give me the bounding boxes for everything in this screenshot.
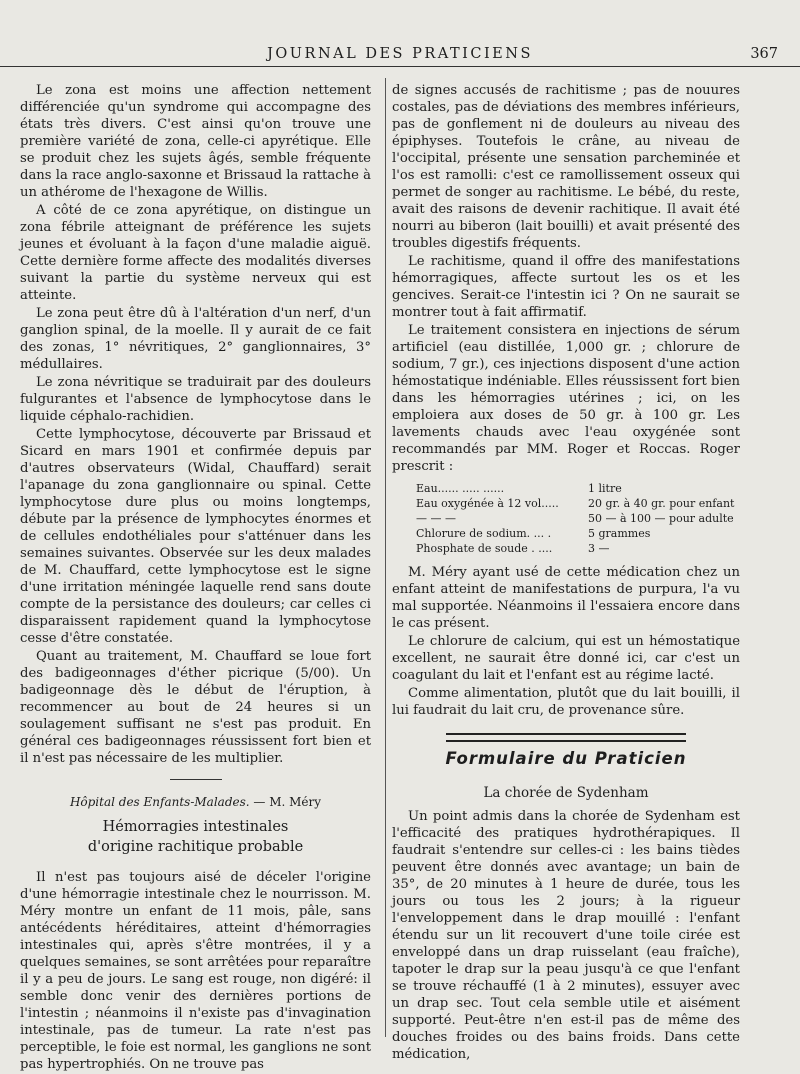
article-title <box>20 817 371 857</box>
paragraph: Le rachitisme, quand il offre des manifestations hémorragiques, affecte surtout les os et les gencives. Serait-ce l'intestin ici ? On ne saurait se montrer tout à fait affirmatif. <box>392 254 740 320</box>
paragraph: Le chlorure de calcium, qui est un hémostatique excellent, ne saurait être donné ici, car c'est un coagulant du lait et l'enfant est au régime lacté. <box>392 634 740 683</box>
paragraph: A côté de ce zona apyrétique, on distingue un zona fébrile atteignant de préférence les sujets jeunes et évoluant à la façon d'une maladie aiguë. Cette dernière forme affecte des modalités diverses suivant la partie du système nerveux qui est atteinte. <box>20 203 371 303</box>
journal-title: JOURNAL DES PRATICIENS <box>267 46 533 62</box>
right-column <box>392 82 740 1064</box>
paragraph: M. Méry ayant usé de cette médication chez un enfant atteint de manifestations de purpura, l'a vu mal supportée. Néanmoins il l'essaiera encore dans le cas présent. <box>392 565 740 631</box>
article-title-line: d'origine rachitique probable <box>87 839 304 855</box>
quantity: 50 — à 100 — pour adulte <box>588 512 734 525</box>
page-header <box>0 42 800 67</box>
ingredient: Phosphate de soude . .... <box>416 542 553 555</box>
paragraph: Le traitement consistera en injections de sérum artificiel (eau distillée, 1,000 gr. ; chlorure de sodium, 7 gr.), ces injections disposent d'une action hémostatique indéniable. Elles réussissent fort bien dans les hémorragies utérines ; ici, on les emploiera aux doses de 50 gr. à 100 gr. Les lavements chauds avec l'eau oxygénée sont recommandés par MM. Roger et Roccas. Roger prescrit : <box>392 323 740 474</box>
prescription-row <box>416 481 740 496</box>
quantity: 3 — <box>588 542 610 555</box>
column-divider <box>385 78 386 1037</box>
ingredient: Eau...... ..... ...... <box>416 482 505 495</box>
paragraph: Quant au traitement, M. Chauffard se loue fort des badigeonnages d'éther picrique (5/00). Un badigeonnage dès le début de l'éruption, à recommencer au bout de 24 heures si un soulagement suffisant ne s'est pas produit. En général ces badigeonnages réussissent fort bien et il n'est pas nécessaire de les multiplier. <box>20 649 371 766</box>
double-rule-separator <box>446 733 686 742</box>
paragraph: Le zona est moins une affection nettement différenciée qu'un syndrome qui accompagne des états très divers. C'est ainsi qu'on trouve une première variété de zona, celle-ci apyrétique. Elle se produit chez les sujets âgés, semble fréquente dans la race anglo-saxonne et Brissaud la rattache à un athérome de l'hexagone de Willis. <box>20 83 371 200</box>
quantity: 20 gr. à 40 gr. pour enfant <box>588 497 735 510</box>
paragraph: Comme alimentation, plutôt que du lait bouilli, il lui faudrait du lait cru, de provenance sûre. <box>392 686 740 718</box>
page-number: 367 <box>750 46 778 62</box>
paragraph: Le zona peut être dû à l'altération d'un nerf, d'un ganglion spinal, de la moelle. Il y aurait de ce fait des zonas, 1° névritiques, 2° ganglionnaires, 3° médullaires. <box>20 306 371 372</box>
prescription-row <box>416 526 740 541</box>
ingredient: Chlorure de sodium. ... . <box>416 527 552 540</box>
section-separator <box>170 779 222 780</box>
prescription-row <box>416 511 740 526</box>
section-title: Formulaire du Praticien <box>445 749 687 768</box>
hospital-name: Hôpital des Enfants-Malades. <box>69 795 250 809</box>
left-column <box>20 82 371 1074</box>
quantity: 1 litre <box>588 482 622 495</box>
quantity: 5 grammes <box>588 527 651 540</box>
article-subtitle: La chorée de Sydenham <box>483 785 649 801</box>
ingredient: Eau oxygénée à 12 vol..... <box>416 497 559 510</box>
prescription-list <box>416 481 740 556</box>
article-title-line: Hémorragies intestinales <box>102 819 289 835</box>
prescription-row <box>416 496 740 511</box>
hospital-byline <box>20 794 371 811</box>
paragraph: Cette lymphocytose, découverte par Brissaud et Sicard en mars 1901 et confirmée depuis par d'autres observateurs (Widal, Chauffard) serait l'apanage du zona ganglionnaire ou spinal. Cette lymphocytose dure plus ou moins longtemps, débute par la présence de lymphocytes énormes et de cellules endothéliales pour s'atténuer dans les semaines suivantes. Observée sur les deux malades de M. Chauffard, cette lymphocytose est le signe d'une irritation méningée laquelle rend sans doute compte de la persistance des douleurs; car celles ci disparaissent rapidement quand la lymphocytose cesse d'être constatée. <box>20 427 371 646</box>
paragraph: Il n'est pas toujours aisé de déceler l'origine d'une hémorragie intestinale chez le nourrisson. M. Méry montre un enfant de 11 mois, pâle, sans antécédents héréditaires, atteint d'hémorragies intestinales qui, après s'être montrées, il y a quelques semaines, se sont arrêtées pour reparaître il y a peu de jours. Le sang est rouge, non digéré: il semble donc venir des dernières portions de l'intestin ; néanmoins il n'existe pas d'invagination intestinale, pas de tumeur. La rate n'est pas perceptible, le foie est normal, les ganglions ne sont pas hypertrophiés. On ne trouve pas <box>20 870 371 1072</box>
paragraph: Un point admis dans la chorée de Sydenham est l'efficacité des pratiques hydrothérapiques. Il faudrait s'entendre sur celles-ci : les bains tièdes peuvent être donnés avec avantage; un bain de 35°, de 20 minutes à 1 heure de durée, tous les jours ou tous les 2 jours; à la rigueur l'enveloppement dans le drap mouillé : l'enfant étendu sur un lit recouvert d'une toile cirée est enveloppé dans un drap ruisselant (eau fraîche), tapoter le drap sur la peau jusqu'à ce que l'enfant se trouve réchauffé (1 à 2 minutes), essuyer avec un drap sec. Tout cela semble utile et aisément supporté. Peut-être n'en est-il pas de même des douches froides ou des bains froids. Dans cette médication, <box>392 809 740 1062</box>
prescription-row <box>416 541 740 556</box>
article-author: — M. Méry <box>253 795 322 809</box>
ingredient: — — — <box>416 512 456 525</box>
paragraph: de signes accusés de rachitisme ; pas de nouures costales, pas de déviations des membres inférieurs, pas de gonflement ni de douleurs au niveau des épiphyses. Toutefois le crâne, au niveau de l'occipital, présente une sensation parcheminée et l'os est ramolli: c'est ce ramollissement osseux qui permet de songer au rachitisme. Le bébé, du reste, avait des raisons de devenir rachitique. Il avait été nourri au biberon (lait bouilli) et avait présenté des troubles digestifs fréquents. <box>392 83 740 251</box>
paragraph: Le zona névritique se traduirait par des douleurs fulgurantes et l'absence de lymphocytose dans le liquide céphalo-rachidien. <box>20 375 371 424</box>
